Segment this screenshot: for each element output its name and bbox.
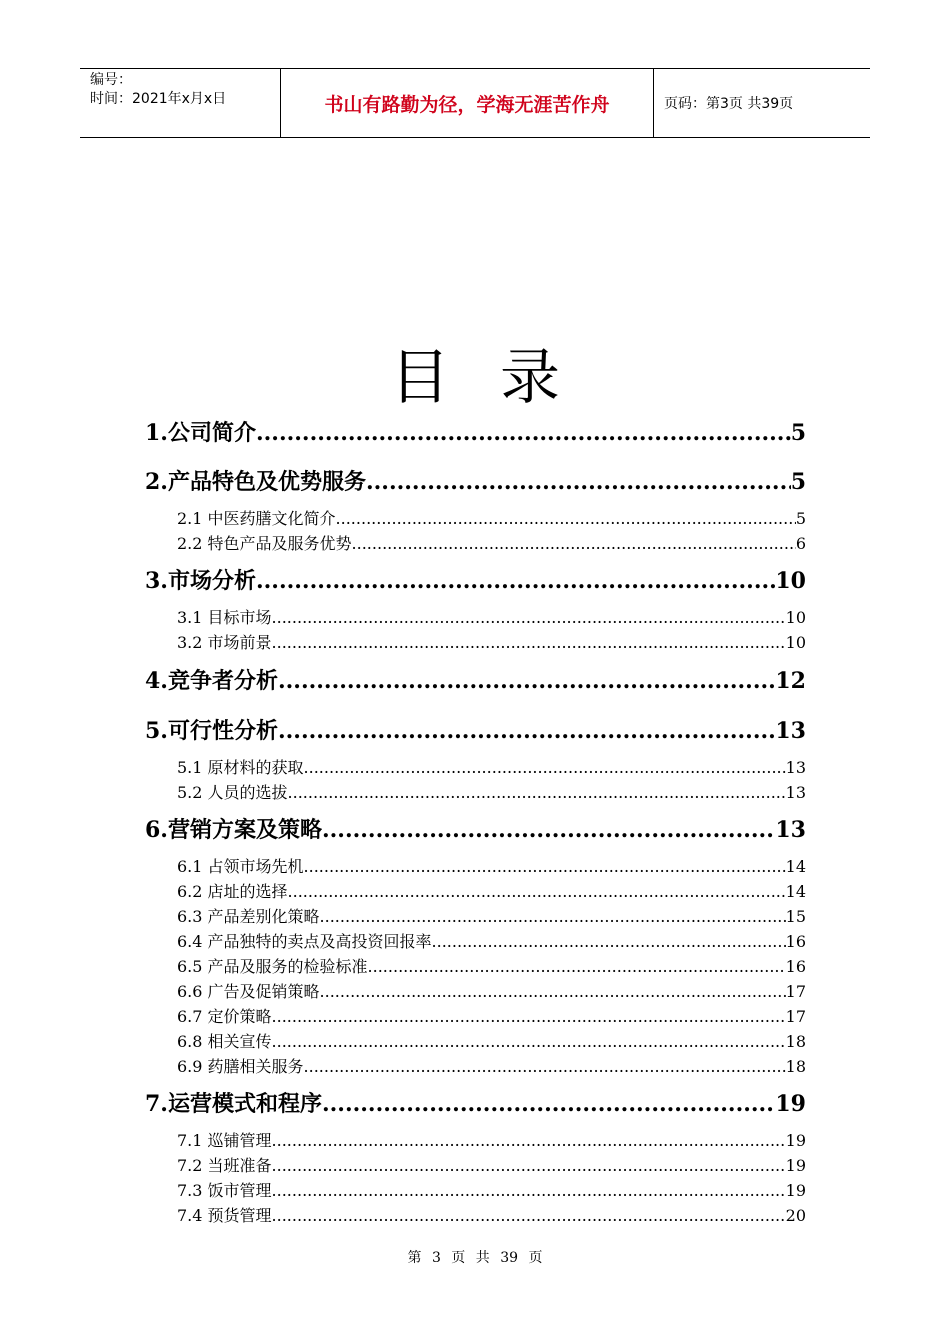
toc-entry-page: 19 [785,1181,806,1200]
toc-entry-label: 5.1 原材料的获取 [177,758,304,777]
toc-entry[interactable] [177,757,806,779]
toc-leader-dots [288,782,786,804]
toc-entry[interactable] [177,1180,806,1202]
toc-entry[interactable] [145,1089,806,1119]
header-motto: 书山有路勤为径，学海无涯苦作舟 [281,69,654,137]
toc-entry[interactable] [145,566,806,596]
toc-entry-page: 5 [790,420,806,446]
toc-leader-dots [272,1205,786,1227]
toc-entry[interactable] [177,508,806,530]
toc-entry-label: 6.8 相关宣传 [177,1032,272,1051]
toc-entry-label: 2.1 中医药膳文化简介 [177,509,336,528]
toc-entry[interactable] [145,467,806,497]
toc-entry-label: 7.1 巡铺管理 [177,1131,272,1150]
toc-entry-page: 13 [775,718,806,744]
toc-entry-page: 19 [785,1156,806,1175]
toc-entry-page: 13 [785,758,806,777]
toc-leader-dots [278,716,775,746]
toc-entry-page: 16 [785,932,806,951]
toc-entry[interactable] [177,632,806,654]
toc-entry-page: 12 [775,668,806,694]
toc-leader-dots [322,1089,775,1119]
toc-entry-label: 6.1 占领市场先机 [177,857,304,876]
toc-leader-dots [272,1130,786,1152]
toc-entry[interactable] [145,418,806,448]
toc-leader-dots [304,856,786,878]
toc-entry-label: 6.3 产品差别化策略 [177,907,320,926]
toc-leader-dots [272,607,786,629]
toc-entry-label: 6.9 药膳相关服务 [177,1057,304,1076]
toc-entry-label: 6.5 产品及服务的检验标准 [177,957,368,976]
toc-entry[interactable] [145,815,806,845]
toc-entry-label: 6.7 定价策略 [177,1007,272,1026]
toc-leader-dots [272,632,786,654]
toc-entry-page: 16 [785,957,806,976]
toc-entry-page: 18 [785,1057,806,1076]
toc-entry-label: 2.产品特色及优势服务 [145,469,366,495]
toc-entry-label: 6.2 店址的选择 [177,882,288,901]
toc-leader-dots [272,1006,786,1028]
toc-leader-dots [278,666,775,696]
toc-entry[interactable] [177,956,806,978]
toc-entry[interactable] [177,931,806,953]
toc-leader-dots [432,931,786,953]
toc-entry-page: 5 [795,509,806,528]
toc-leader-dots [368,956,786,978]
toc-leader-dots [366,467,791,497]
toc-entry[interactable] [145,666,806,696]
toc-leader-dots [320,906,786,928]
toc-entry-page: 14 [785,857,806,876]
toc-entry-page: 19 [775,1091,806,1117]
toc-leader-dots [304,1056,786,1078]
toc-entry-page: 17 [785,1007,806,1026]
header-page-info: 页码：第3页 共39页 [664,96,794,112]
toc-entry-label: 5.可行性分析 [145,718,278,744]
code-label: 编号： [90,72,132,88]
toc-entry[interactable] [177,881,806,903]
toc-entry-label: 7.运营模式和程序 [145,1091,322,1117]
toc-leader-dots [272,1180,786,1202]
toc-entry-page: 19 [785,1131,806,1150]
toc-entry-label: 5.2 人员的选拔 [177,783,288,802]
toc-entry-page: 20 [785,1206,806,1225]
toc-leader-dots [272,1031,786,1053]
toc-entry-label: 4.竞争者分析 [145,668,278,694]
toc-entry-label: 1.公司简介 [145,420,256,446]
toc-entry[interactable] [177,1155,806,1177]
toc-leader-dots [272,1155,786,1177]
toc-entry[interactable] [177,533,806,555]
toc-entry-label: 3.市场分析 [145,568,256,594]
date-label: 时间：2021年x月x日 [90,91,227,107]
toc-entry[interactable] [177,1130,806,1152]
toc-entry-label: 7.3 饭市管理 [177,1181,272,1200]
toc-entry-page: 15 [785,907,806,926]
toc-entry-label: 7.4 预货管理 [177,1206,272,1225]
toc-leader-dots [320,981,786,1003]
toc-leader-dots [304,757,786,779]
page-footer: 第 3 页 共 39 页 [407,1250,543,1266]
toc-entry-page: 10 [785,633,806,652]
page-title: 目录 [390,343,610,413]
toc-leader-dots [256,418,791,448]
toc-entry-page: 17 [785,982,806,1001]
toc-entry[interactable] [177,782,806,804]
toc-leader-dots [256,566,775,596]
toc-entry-page: 10 [775,568,806,594]
toc-entry-label: 6.营销方案及策略 [145,817,322,843]
toc-entry-page: 18 [785,1032,806,1051]
toc-entry[interactable] [177,906,806,928]
toc-entry-page: 10 [785,608,806,627]
toc-leader-dots [322,815,775,845]
toc-entry-label: 3.1 目标市场 [177,608,272,627]
toc-entry[interactable] [145,716,806,746]
toc-leader-dots [336,508,796,530]
toc-entry[interactable] [177,1205,806,1227]
toc-entry[interactable] [177,1031,806,1053]
toc-entry-label: 6.4 产品独特的卖点及高投资回报率 [177,932,432,951]
toc-entry-page: 13 [785,783,806,802]
toc-entry[interactable] [177,1056,806,1078]
toc-entry-label: 2.2 特色产品及服务优势 [177,534,352,553]
toc-leader-dots [288,881,786,903]
toc-entry[interactable] [177,856,806,878]
toc-entry-label: 6.6 广告及促销策略 [177,982,320,1001]
toc-leader-dots [352,533,796,555]
toc-entry-page: 14 [785,882,806,901]
toc-entry[interactable] [177,607,806,629]
toc-entry-page: 6 [795,534,806,553]
toc-entry[interactable] [177,981,806,1003]
toc-entry-page: 13 [775,817,806,843]
toc-entry-page: 5 [790,469,806,495]
toc-entry-label: 7.2 当班准备 [177,1156,272,1175]
toc-entry[interactable] [177,1006,806,1028]
toc-entry-label: 3.2 市场前景 [177,633,272,652]
